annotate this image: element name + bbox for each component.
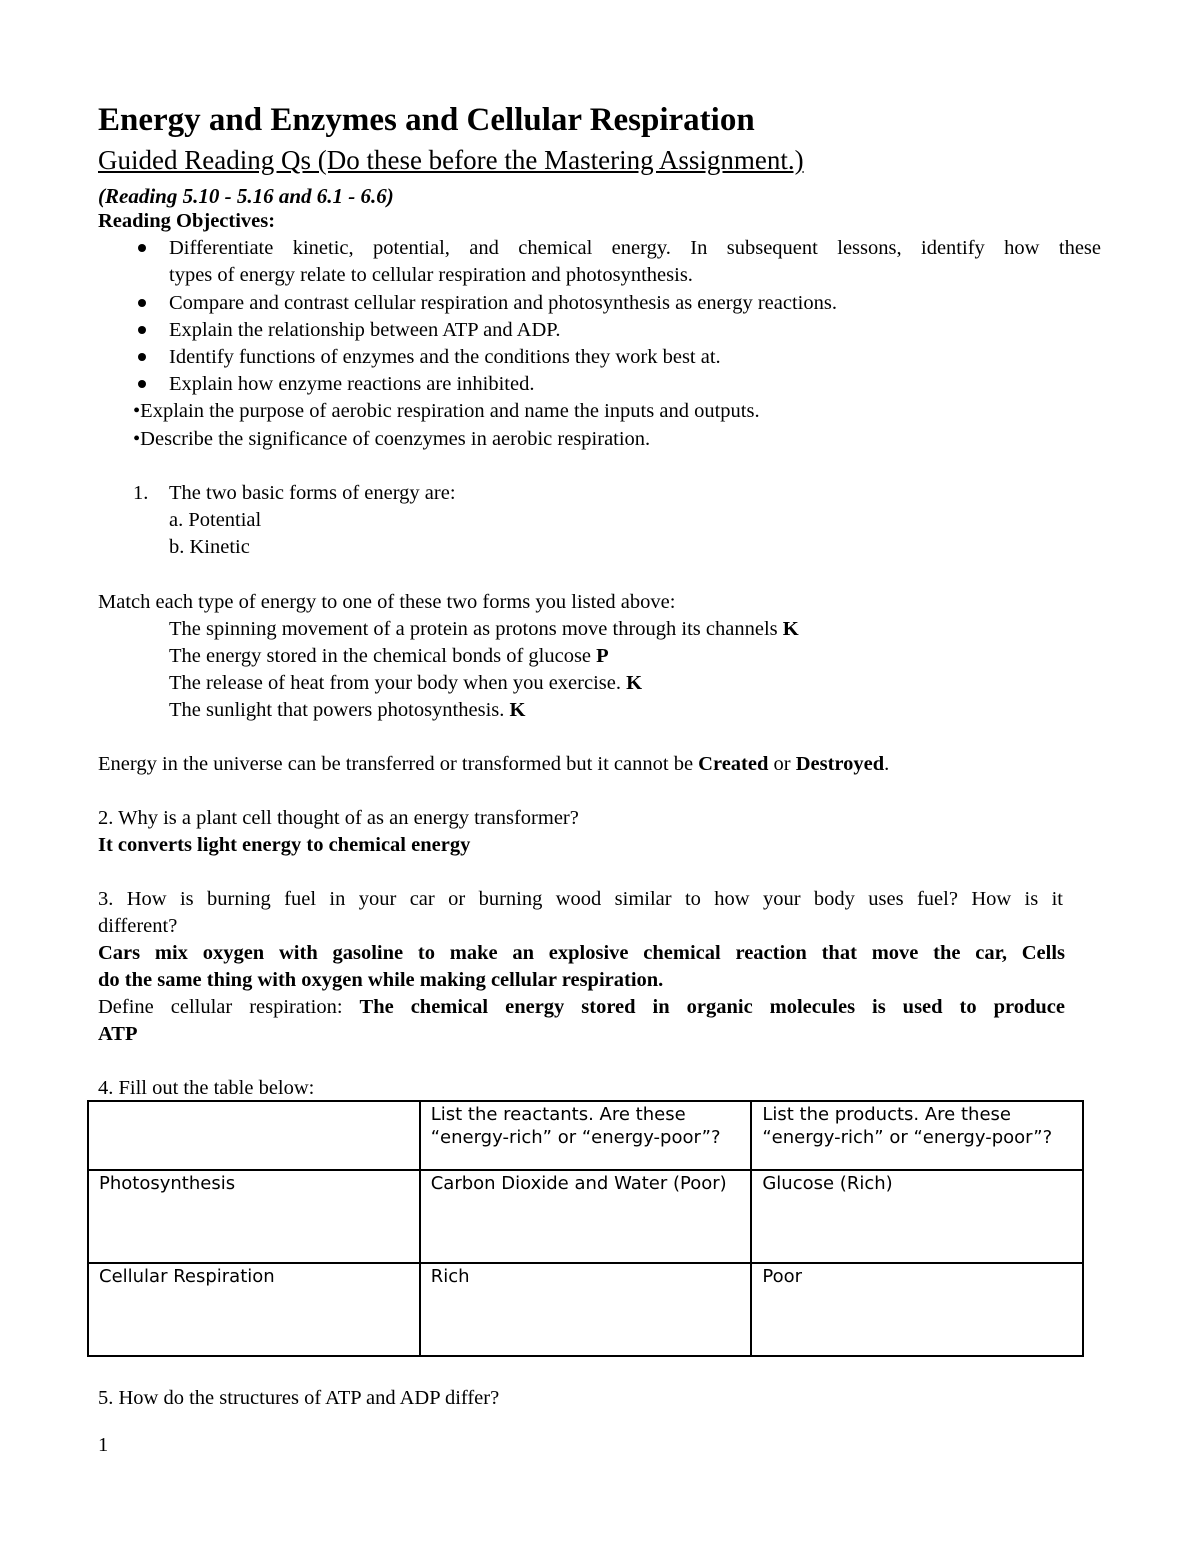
bullet-icon (138, 353, 146, 361)
table-row (88, 1170, 1083, 1263)
energy-conservation-statement: Energy in the universe can be transferred or transformed but it cannot be Created or Destroyed. (98, 753, 890, 775)
objective-item: Explain the relationship between ATP and ADP. (169, 319, 561, 341)
bullet-icon (138, 244, 146, 252)
define-cellular-respiration: Define cellular respiration: The chemical energy stored in organic molecules is used to produce (98, 996, 1065, 1018)
page-number: 1 (98, 1434, 109, 1456)
table-header-cell: List the reactants. Are these “energy-rich” or “energy-poor”? (420, 1101, 752, 1170)
table-cell: Rich (420, 1263, 752, 1356)
question-3-cont: different? (98, 915, 178, 937)
match-intro: Match each type of energy to one of these two forms you listed above: (98, 591, 676, 613)
match-item: The release of heat from your body when you exercise. K (169, 672, 643, 694)
question-3: 3. How is burning fuel in your car or burning wood similar to how your body uses fuel? How is it (98, 888, 1063, 910)
objective-item: •Describe the significance of coenzymes in aerobic respiration. (133, 428, 651, 450)
reactants-products-table (87, 1100, 1084, 1357)
table-row (88, 1263, 1083, 1356)
objective-item: •Explain the purpose of aerobic respiration and name the inputs and outputs. (133, 400, 760, 422)
answer-1a: a. Potential (169, 509, 262, 531)
table-cell: Photosynthesis (88, 1170, 420, 1263)
table-cell: Glucose (Rich) (751, 1170, 1083, 1263)
match-answer: K (782, 618, 799, 640)
question-4: 4. Fill out the table below: (98, 1077, 315, 1099)
answer-1b: b. Kinetic (169, 536, 250, 558)
table-header-cell (88, 1101, 420, 1170)
objectives-heading: Reading Objectives: (98, 210, 276, 232)
bullet-icon (138, 380, 146, 388)
match-answer: K (509, 699, 526, 721)
match-item: The sunlight that powers photosynthesis. K (169, 699, 526, 721)
match-item: The energy stored in the chemical bonds of glucose P (169, 645, 609, 667)
answer-3-cont: do the same thing with oxygen while making cellular respiration. (98, 969, 664, 991)
objective-item: Compare and contrast cellular respiration and photosynthesis as energy reactions. (169, 292, 837, 314)
question-5: 5. How do the structures of ATP and ADP differ? (98, 1387, 500, 1409)
objective-item: Identify functions of enzymes and the conditions they work best at. (169, 346, 721, 368)
answer-2: It converts light energy to chemical energy (98, 834, 471, 856)
define-answer-cont: ATP (98, 1023, 138, 1045)
table-header-row (88, 1101, 1083, 1170)
page-title: Energy and Enzymes and Cellular Respiration (98, 102, 755, 138)
answer-3: Cars mix oxygen with gasoline to make an explosive chemical reaction that move the car, Cells (98, 942, 1065, 964)
reading-range: (Reading 5.10 - 5.16 and 6.1 - 6.6) (98, 184, 394, 208)
match-answer: P (596, 645, 609, 667)
question-number: 1. (133, 482, 149, 504)
match-item: The spinning movement of a protein as protons move through its channels K (169, 618, 799, 640)
question-1: The two basic forms of energy are: (169, 482, 456, 504)
table-header-cell: List the products. Are these “energy-rich” or “energy-poor”? (751, 1101, 1083, 1170)
objective-item: types of energy relate to cellular respiration and photosynthesis. (169, 264, 693, 286)
table-cell: Cellular Respiration (88, 1263, 420, 1356)
page-subtitle: Guided Reading Qs (Do these before the Mastering Assignment.) (98, 145, 804, 175)
objective-item: Differentiate kinetic, potential, and chemical energy. In subsequent lessons, identify how these (169, 237, 1101, 259)
question-2: 2. Why is a plant cell thought of as an energy transformer? (98, 807, 579, 829)
bullet-icon (138, 299, 146, 307)
table-cell: Poor (751, 1263, 1083, 1356)
objective-item: Explain how enzyme reactions are inhibited. (169, 373, 535, 395)
bullet-icon (138, 326, 146, 334)
table-cell: Carbon Dioxide and Water (Poor) (420, 1170, 752, 1263)
match-answer: K (626, 672, 643, 694)
